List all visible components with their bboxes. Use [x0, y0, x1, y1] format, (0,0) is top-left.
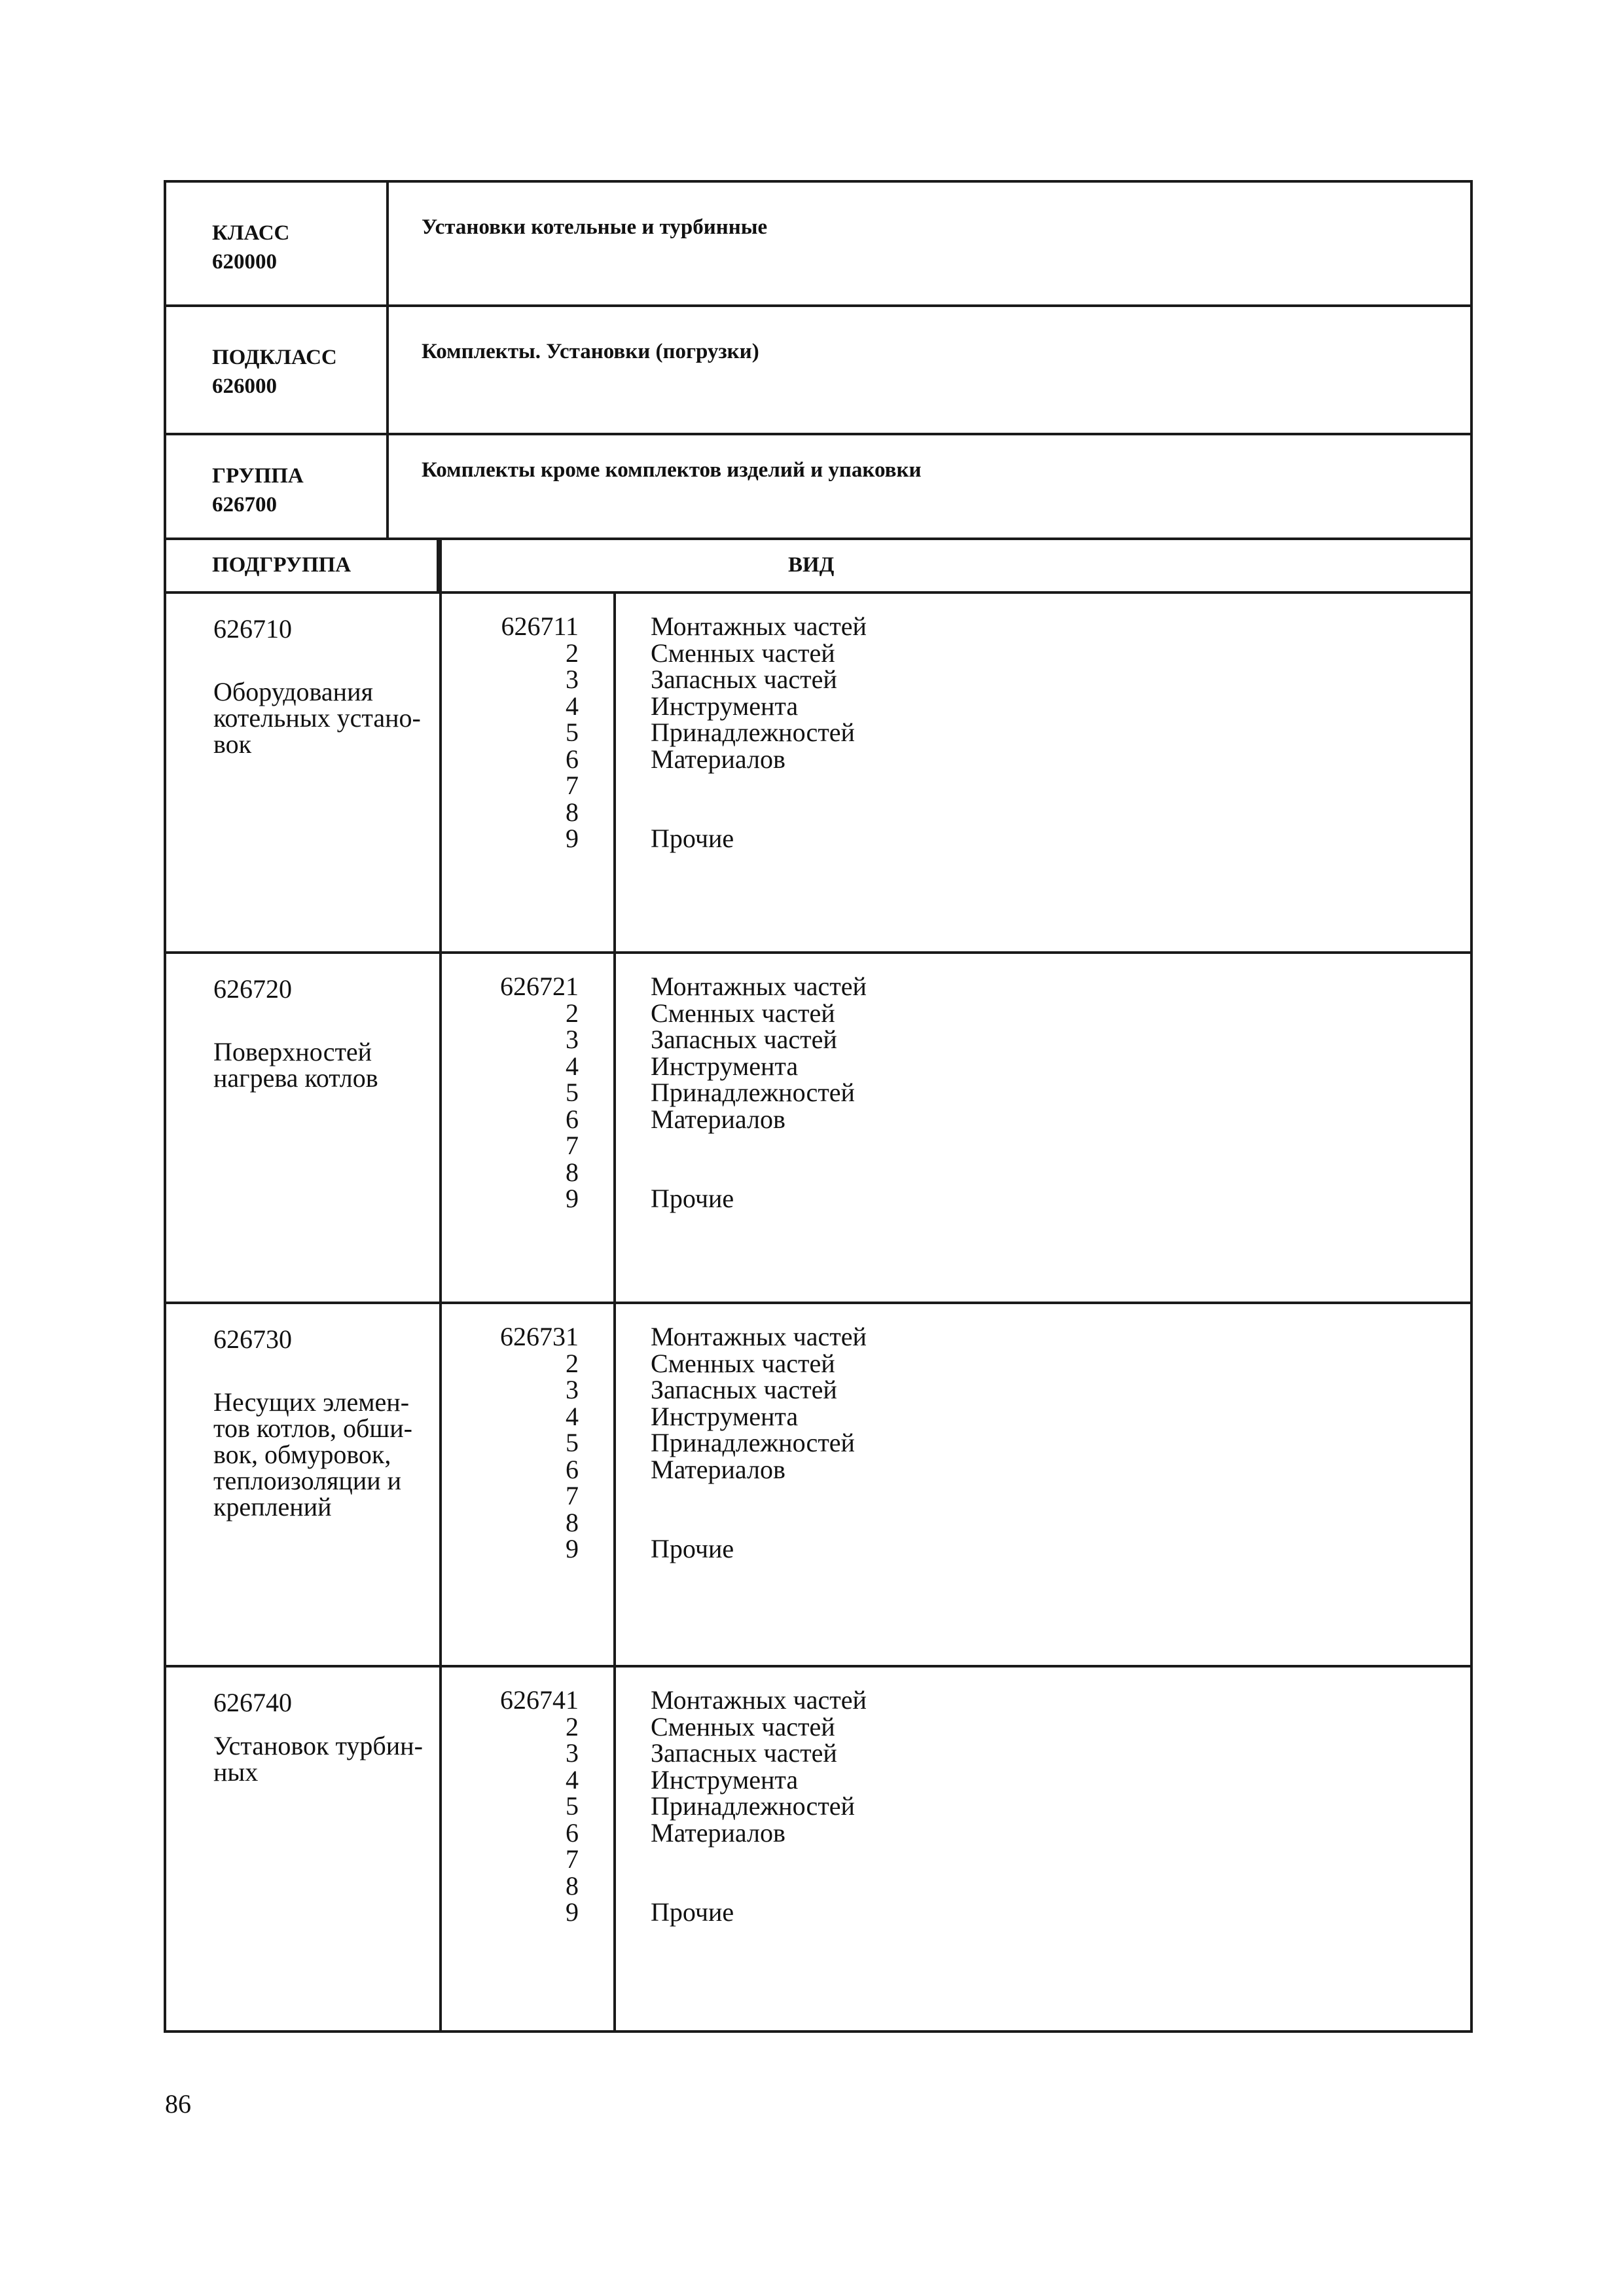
- group-row: [166, 435, 1470, 540]
- subclass-code: 626000: [212, 374, 277, 398]
- subgroup-block: [166, 1667, 1470, 2030]
- subgroup-code: 626740: [213, 1688, 292, 1717]
- subclass-label: ПОДКЛАСС: [212, 346, 337, 369]
- item-name-list: Монтажных частей Сменных частей Запасных частей Инструмента Принадлежностей Материалов Прочие: [651, 1685, 867, 1927]
- subgroup-block: [166, 954, 1470, 1304]
- subclass-row: [166, 307, 1470, 435]
- item-name-list: Монтажных частей Сменных частей Запасных частей Инструмента Принадлежностей Материалов Прочие: [651, 1322, 867, 1563]
- subgroup-code: 626730: [213, 1324, 292, 1354]
- subgroup-name: Оборудования котельных устано- вок: [213, 677, 421, 759]
- class-label: КЛАСС: [212, 221, 290, 245]
- kind-column-header: ВИД: [788, 553, 835, 577]
- classification-table: [164, 180, 1473, 2033]
- column-header-row: [166, 540, 1470, 594]
- subgroup-name: Поверхностей нагрева котлов: [213, 1037, 378, 1093]
- subgroup-name: Установок турбин- ных: [213, 1731, 423, 1787]
- page-number: 86: [165, 2089, 191, 2119]
- item-code-list: 626711 2 3 4 5 6 7 8 9: [501, 611, 579, 853]
- item-name-list: Монтажных частей Сменных частей Запасных частей Инструмента Принадлежностей Материалов Прочие: [651, 972, 867, 1213]
- group-code: 626700: [212, 493, 277, 517]
- class-title: Установки котельные и турбинные: [422, 215, 768, 239]
- subgroup-block: [166, 594, 1470, 954]
- item-code-list: 626741 2 3 4 5 6 7 8 9: [500, 1685, 579, 1927]
- item-code-list: 626731 2 3 4 5 6 7 8 9: [500, 1322, 579, 1563]
- class-row: [166, 183, 1470, 307]
- item-code-list: 626721 2 3 4 5 6 7 8 9: [500, 972, 579, 1213]
- subgroup-column-header: ПОДГРУППА: [212, 553, 352, 577]
- subgroup-code: 626710: [213, 614, 292, 644]
- subgroup-block: [166, 1304, 1470, 1667]
- group-label: ГРУППА: [212, 464, 304, 488]
- subclass-title: Комплекты. Установки (погрузки): [422, 340, 759, 363]
- item-name-list: Монтажных частей Сменных частей Запасных частей Инструмента Принадлежностей Материалов Прочие: [651, 611, 867, 853]
- class-code: 620000: [212, 250, 277, 274]
- subgroup-name: Несущих элемен- тов котлов, обши- вок, обмуровок, теплоизоляции и креплений: [213, 1387, 412, 1522]
- subgroup-code: 626720: [213, 974, 292, 1004]
- group-title: Комплекты кроме комплектов изделий и упаковки: [422, 458, 922, 482]
